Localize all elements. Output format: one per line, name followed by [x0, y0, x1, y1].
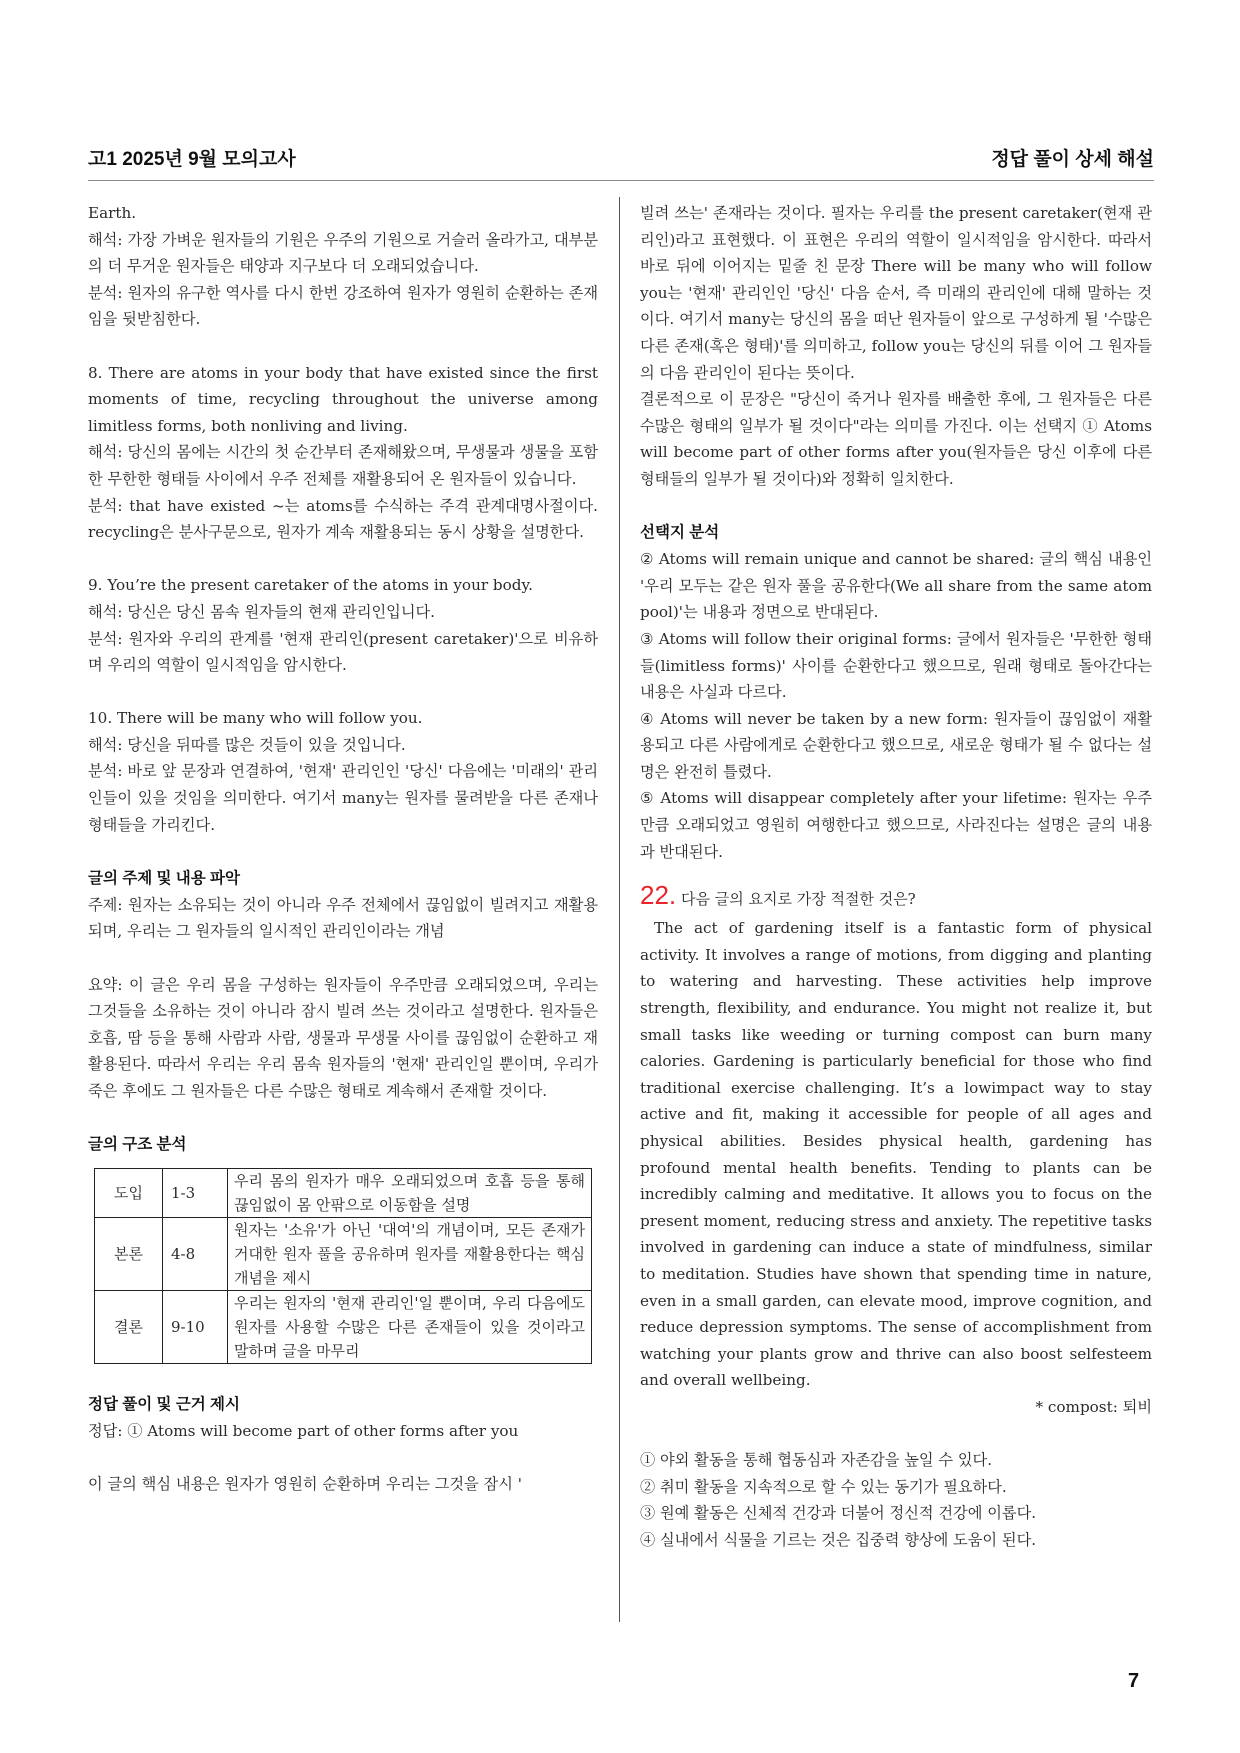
- spacer: [88, 945, 598, 972]
- sentence-translation: 해석: 당신을 뒤따를 많은 것들이 있을 것입니다.: [88, 735, 406, 754]
- choice-analysis-item: ⑤ Atoms will disappear completely after your lifetime: 원자는 우주만큼 오래되었고 영원히 여행한다고 했으므로, 사라진다는 설명은 글의 내용과 반대된다.: [640, 789, 1152, 861]
- left-column: [88, 200, 598, 1498]
- table-row: [95, 1169, 592, 1218]
- intro-analysis: 분석: 원자의 유구한 역사를 다시 한번 강조하여 원자가 영원히 순환하는 존재임을 뒷받침한다.: [88, 283, 598, 329]
- structure-section-title: 글의 구조 분석: [88, 1136, 187, 1154]
- table-row: [95, 1218, 592, 1291]
- choice-analysis-item: ② Atoms will remain unique and cannot be shared: 글의 핵심 내용인 '우리 모두는 같은 원자 풀을 공유한다(We all share from the same atom pool)'는 내용과 정면으로 반대된다.: [640, 550, 1152, 622]
- spacer: [640, 1421, 1152, 1448]
- range-cell: 1-3: [163, 1169, 228, 1218]
- page-header: [88, 140, 1154, 181]
- sentence-english: 8. There are atoms in your body that have existed since the first moments of time, recycling throughout the universe among limitless forms, both nonliving and living.: [88, 363, 598, 435]
- choice-analysis-item: ③ Atoms will follow their original forms: 글에서 원자들은 '무한한 형태들(limitless forms)' 사이를 순환한다고 했으므로, 원래 형태로 돌아간다는 내용은 사실과 다르다.: [640, 629, 1152, 702]
- answer-text: 정답: ① Atoms will become part of other forms after you: [88, 1421, 519, 1440]
- answer-section: [88, 1391, 598, 1498]
- part-cell: 도입: [95, 1169, 163, 1218]
- answer-explanation-continued: 빌려 쓰는' 존재라는 것이다. 필자는 우리를 the present caretaker(현재 관리인)라고 표현했다. 이 표현은 우리의 역할이 일시적임을 암시한다. 따라서 바로 뒤에 이어지는 밑줄 친 문장 There will be many who will follow you는 '현재' 관리인인 '당신' 다음 순서, 즉 미래의 관리인에 대해 말하는 것이다. 여기서 many는 당신의 몸을 떠난 원자들이 앞으로 구성하게 될 '수많은 다른 존재(혹은 형태)'를 의미하고, follow you는 당신의 뒤를 이어 그 원자들의 다음 관리인이 된다는 뜻이다.: [640, 204, 1152, 382]
- sentence-analysis: 분석: that have existed ~는 atoms를 수식하는 주격 관계대명사절이다. recycling은 분사구문으로, 원자가 계속 재활용되는 동시 상황을 설명한다.: [88, 496, 598, 542]
- choice-analysis-item: ④ Atoms will never be taken by a new form: 원자들이 끊임없이 재활용되고 다른 사람에게로 순환한다고 했으므로, 새로운 형태가 될 수 없다는 설명은 완전히 틀렸다.: [640, 709, 1152, 781]
- question-header: [640, 879, 1152, 915]
- spacer: [88, 546, 598, 573]
- answer-conclusion: 결론적으로 이 문장은 "당신이 죽거나 원자를 배출한 후에, 그 원자들은 다른 수많은 형태의 일부가 될 것이다"라는 의미를 가진다. 이는 선택지 ① Atoms will become part of other forms after you(원자들은 당신 이후에 다른 형태들의 일부가 될 것이다)와 정확히 일치한다.: [640, 390, 1152, 488]
- sentence-analysis: 분석: 원자와 우리의 관계를 '현재 관리인(present caretaker)'으로 비유하며 우리의 역할이 일시적임을 암시한다.: [88, 629, 598, 675]
- description-cell: 우리 몸의 원자가 매우 오래되었으며 호흡 등을 통해 끊임없이 몸 안팎으로 이동함을 설명: [228, 1169, 592, 1218]
- intro-translation: 해석: 가장 가벼운 원자들의 기원은 우주의 기원으로 거슬러 올라가고, 대부분의 더 무거운 원자들은 태양과 지구보다 더 오래되었습니다.: [88, 230, 598, 276]
- spacer: [88, 1105, 598, 1132]
- summary-text: 요약: 이 글은 우리 몸을 구성하는 원자들이 우주만큼 오래되었으며, 우리는 그것들을 소유하는 것이 아니라 잠시 빌려 쓰는 것이라고 설명한다. 원자들은 호흡, 땀 등을 통해 사람과 사람, 생물과 무생물 사이를 끊임없이 순환하고 재활용된다. 따라서 우리는 우리 몸속 원자들의 '현재' 관리인일 뿐이며, 우리가 죽은 후에도 그 원자들은 다른 수많은 형태로 계속해서 존재할 것이다.: [88, 975, 598, 1100]
- choice-analysis-section: [640, 519, 1152, 865]
- spacer: [88, 1444, 598, 1471]
- answer-choice-4[interactable]: ④ 실내에서 식물을 기르는 것은 집중력 향상에 도움이 된다.: [640, 1530, 1037, 1549]
- choice-analysis-title: 선택지 분석: [640, 524, 720, 542]
- spacer: [88, 679, 598, 706]
- answer-choice-2[interactable]: ② 취미 활동을 지속적으로 할 수 있는 동기가 필요하다.: [640, 1477, 1007, 1496]
- section-subtitle: 정답 풀이 상세 해설: [991, 149, 1154, 170]
- theme-section-title: 글의 주제 및 내용 파악: [88, 869, 240, 887]
- description-cell: 우리는 원자의 '현재 관리인'일 뿐이며, 우리 다음에도 원자를 사용할 수많은 다른 존재들이 있을 것이라고 말하며 글을 마무리: [228, 1291, 592, 1364]
- sentence-english: 9. You’re the present caretaker of the atoms in your body.: [88, 576, 533, 595]
- question-22: [640, 879, 1152, 1553]
- theme-text: 주제: 원자는 소유되는 것이 아니라 우주 전체에서 끊임없이 빌려지고 재활용되며, 우리는 그 원자들의 일시적인 관리인이라는 개념: [88, 895, 598, 941]
- sentence-translation: 해석: 당신은 당신 몸속 원자들의 현재 관리인입니다.: [88, 602, 436, 621]
- right-column: [640, 200, 1152, 1554]
- theme-section: [88, 865, 598, 1105]
- question-number: 22.: [640, 880, 677, 911]
- part-cell: 본론: [95, 1218, 163, 1291]
- spacer: [640, 493, 1152, 520]
- page-number: 7: [1128, 1670, 1140, 1692]
- question-passage: The act of gardening itself is a fantastic form of physical activity. It involves a range of motions, from digging and planting to watering and harvesting. These activities help improve strength, flexibility, and endurance. You might not realize it, but small tasks like weeding or turning compost can burn many calories. Gardening is particularly beneficial for those who find traditional exercise challenging. It’s a lowimpact way to stay active and fit, making it accessible for people of all ages and physical abilities. Besides physical health, gardening has profound mental health benefits. Tending to plants can be incredibly calming and meditative. It allows you to focus on the present moment, reducing stress and anxiety. The repetitive tasks involved in gardening can induce a state of mindfulness, similar to meditation. Studies have shown that spending time in nature, even in a small garden, can elevate mood, improve cognition, and reduce depression symptoms. The sense of accomplishment from watching your plants grow and thrive can also boost selfesteem and overall wellbeing.: [640, 919, 1152, 1390]
- spacer: [88, 838, 598, 865]
- sentence-english: 10. There will be many who will follow you.: [88, 709, 423, 728]
- range-cell: 4-8: [163, 1218, 228, 1291]
- intro-fragment: Earth.: [88, 204, 137, 222]
- structure-table: [94, 1168, 592, 1364]
- column-divider: [619, 197, 620, 1622]
- answer-choice-1[interactable]: ① 야외 활동을 통해 협동심과 자존감을 높일 수 있다.: [640, 1451, 993, 1470]
- structure-section: [88, 1131, 598, 1364]
- passage-footnote: * compost: 퇴비: [1035, 1397, 1152, 1416]
- spacer: [88, 1364, 598, 1391]
- exam-title: 고1 2025년 9월 모의고사: [88, 149, 296, 170]
- sentence-block-9: [88, 572, 598, 678]
- answer-choice-3[interactable]: ③ 원예 활동은 신체적 건강과 더불어 정신적 건강에 이롭다.: [640, 1504, 1037, 1523]
- sentence-analysis: 분석: 바로 앞 문장과 연결하여, '현재' 관리인인 '당신' 다음에는 '미래의' 관리인들이 있을 것임을 의미한다. 여기서 many는 원자를 물려받을 다른 존재나 형태들을 가리킨다.: [88, 762, 598, 834]
- sentence-block-8: [88, 360, 598, 546]
- part-cell: 결론: [95, 1291, 163, 1364]
- table-row: [95, 1291, 592, 1364]
- spacer: [640, 865, 1152, 879]
- answer-section-title: 정답 풀이 및 근거 제시: [88, 1395, 240, 1413]
- description-cell: 원자는 '소유'가 아닌 '대여'의 개념이며, 모든 존재가 거대한 원자 풀을 공유하며 원자를 재활용한다는 핵심 개념을 제시: [228, 1218, 592, 1291]
- question-prompt: 다음 글의 요지로 가장 적절한 것은?: [680, 890, 916, 909]
- answer-explanation-start: 이 글의 핵심 내용은 원자가 영원히 순환하며 우리는 그것을 잠시 ': [88, 1474, 522, 1493]
- range-cell: 9-10: [163, 1291, 228, 1364]
- sentence-translation: 해석: 당신의 몸에는 시간의 첫 순간부터 존재해왔으며, 무생물과 생물을 포함한 무한한 형태들 사이에서 우주 전체를 재활용되어 온 원자들이 있습니다.: [88, 443, 598, 488]
- spacer: [88, 333, 598, 360]
- sentence-block-10: [88, 705, 598, 838]
